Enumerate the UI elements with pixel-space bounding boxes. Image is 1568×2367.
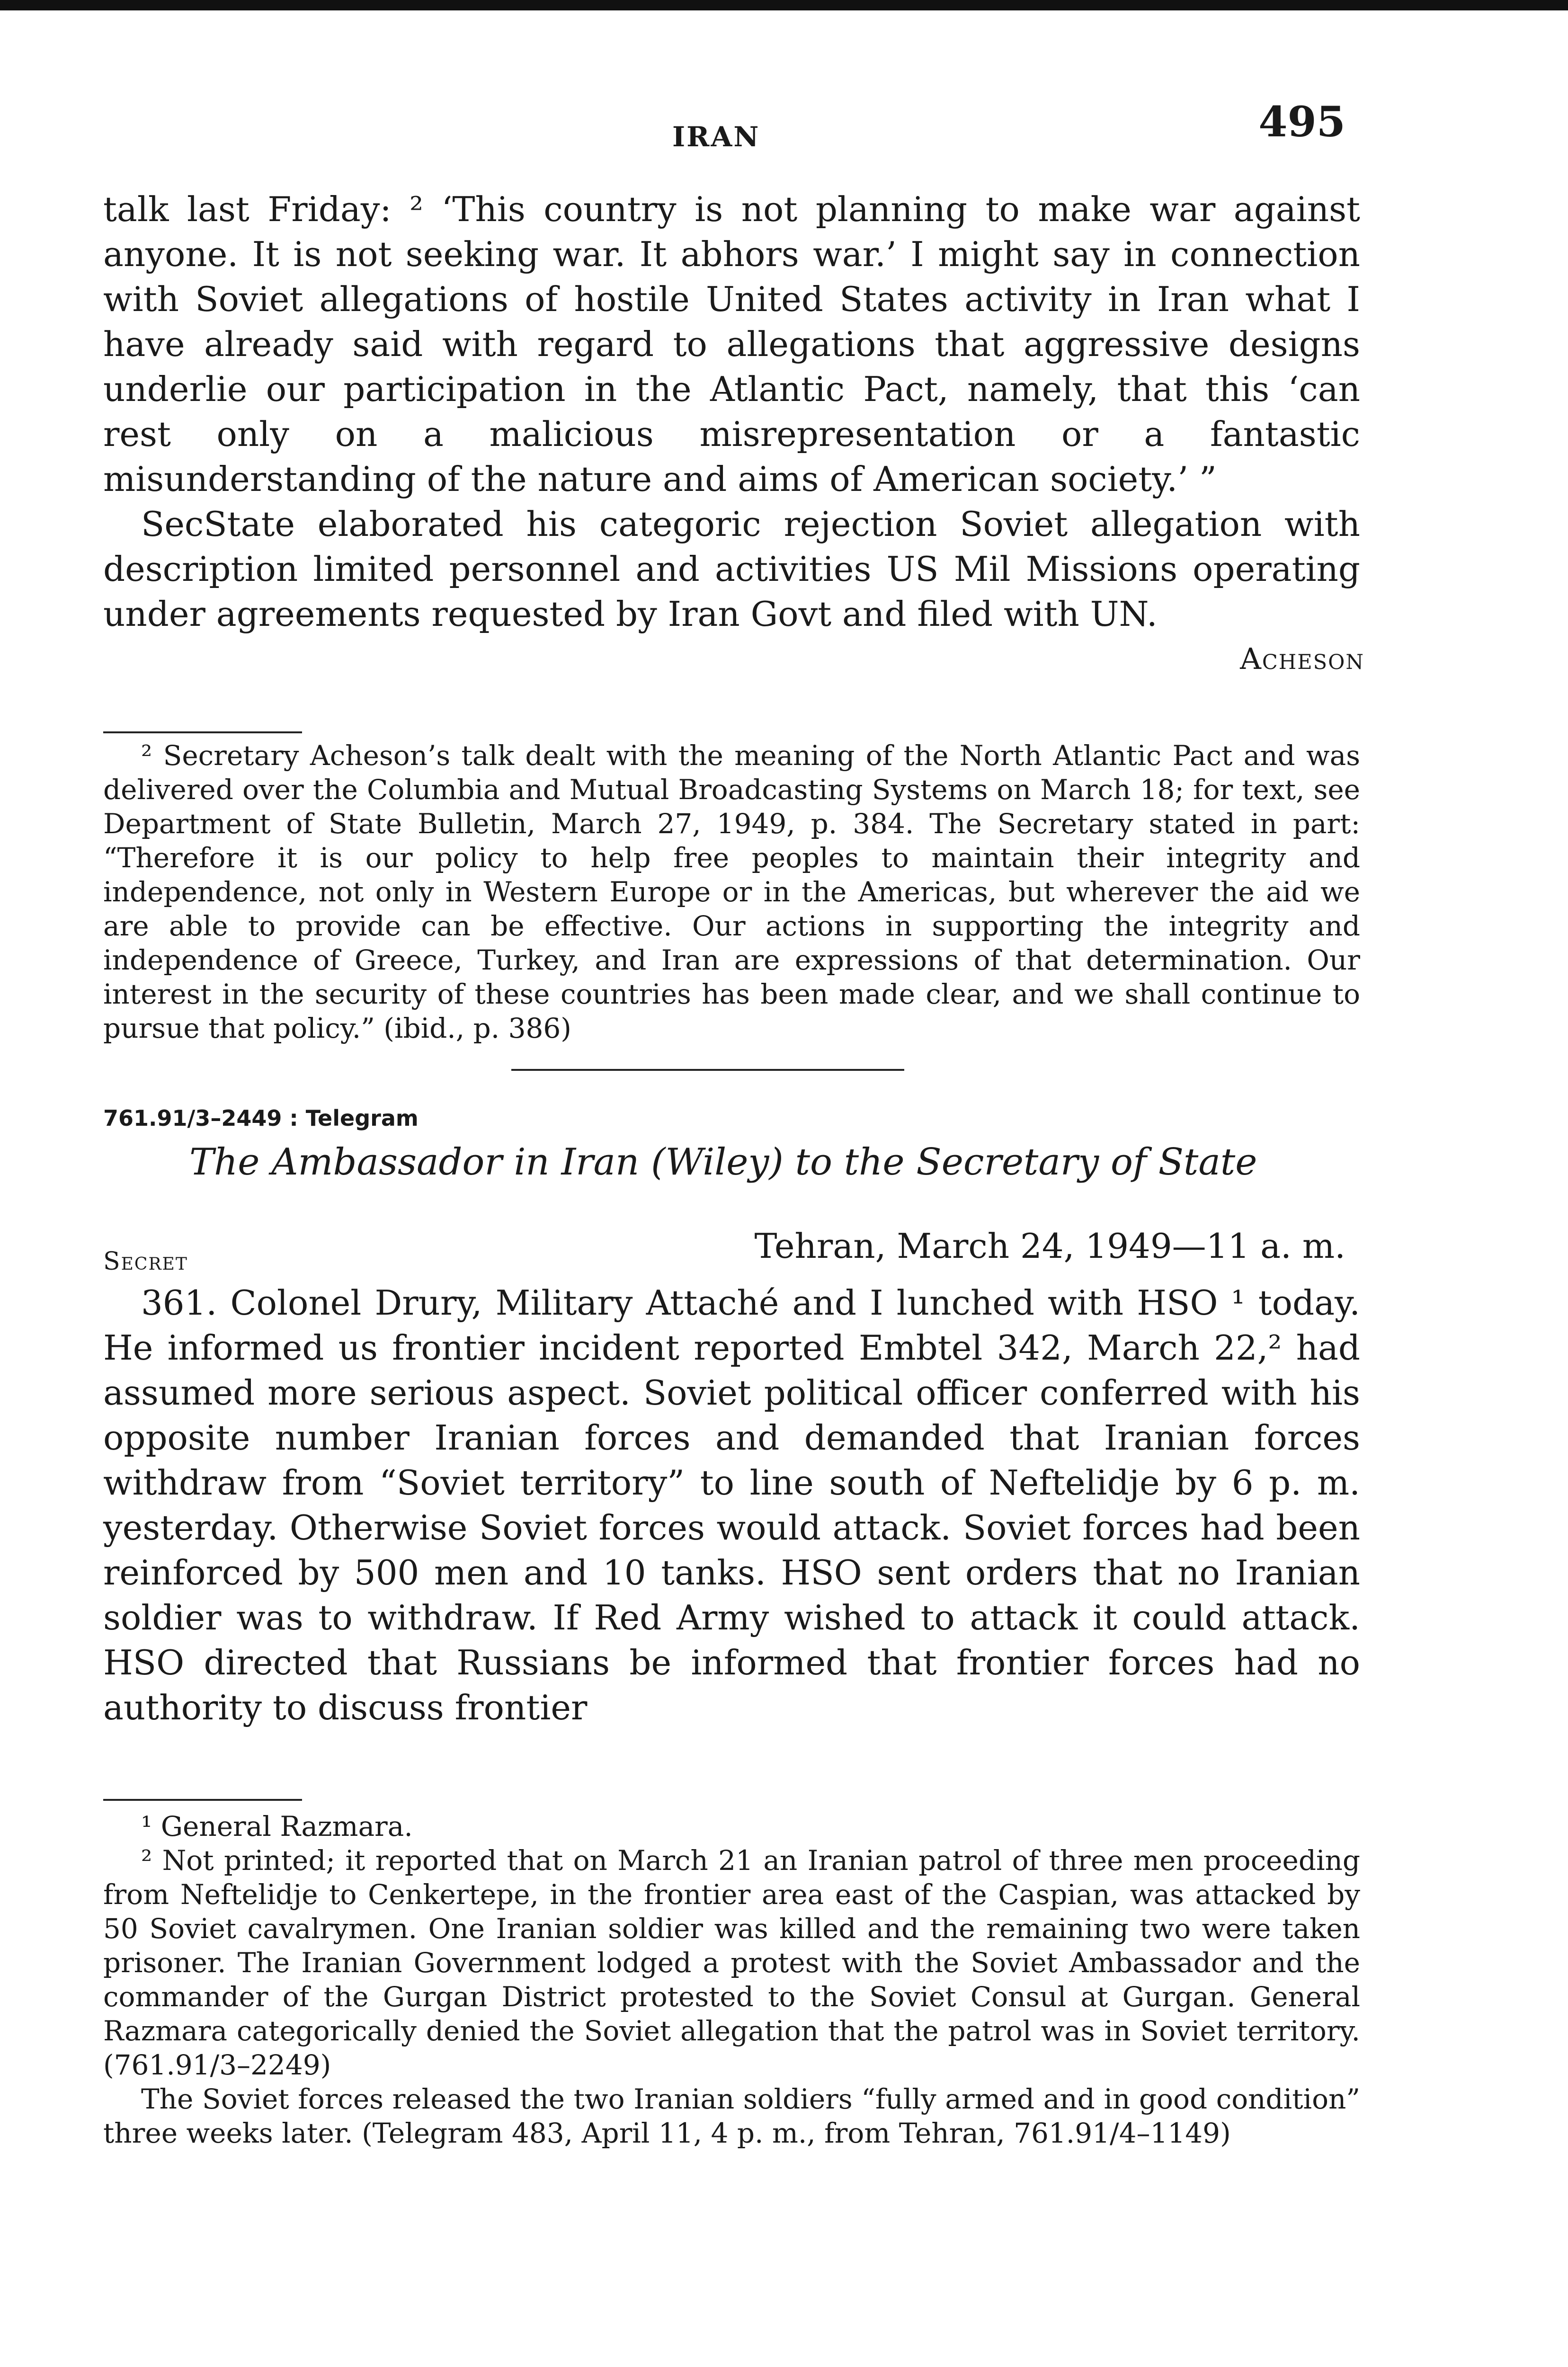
footnote-2-continuation: The Soviet forces released the two Iranian soldiers “fully armed and in good condition” three weeks later. (Telegram 483, April 11, 4 p. m., from Tehran, 761.91/4–1149) (103, 2083, 1360, 2149)
document-separator (511, 1069, 904, 1071)
signature-acheson: Acheson (1240, 641, 1364, 676)
footnote-2-not-printed: ² Not printed; it reported that on March 21 an Iranian patrol of three men proceeding from Neftelidje to Cenkertepe, in the frontier area east of the Caspian, was attacked by 50 Soviet cavalrymen. One Iranian soldier was killed and the remaining two were taken prisoner. The Iranian Government lodged a protest with the Soviet Ambassador and the commander of the Gurgan District protested to the Soviet Consul at Gurgan. General Razmara categorically denied the Soviet allegation that the patrol was in Soviet territory. (761.91/3–2249) (103, 1844, 1360, 2081)
footnote-2-acheson-talk: ² Secretary Acheson’s talk dealt with the meaning of the North Atlantic Pact and was delivered over the Columbia and Mutual Broadcasting Systems on March 18; for text, see Department of State Bulletin, March 27, 1949, p. 384. The Secretary stated in part: “Therefore it is our policy to help free peoples to maintain their integrity and independence, not only in Western Europe or in the Americas, but wherever the aid we are able to provide can be effective. Our actions in supporting the integrity and independence of Greece, Turkey, and Iran are expressions of that determination. Our interest in the security of these countries has been made clear, and we shall continue to pursue that policy.” (ibid., p. 386) (103, 739, 1360, 1044)
footnote-separator-top (103, 731, 302, 733)
scan-top-border (0, 0, 1568, 10)
telegram-body: 361. Colonel Drury, Military Attaché and I lunched with HSO ¹ today. He informed us frontier incident reported Embtel 342, March 22,² had assumed more serious aspect. Soviet political officer conferred with his opposite number Iranian forces and demanded that Iranian forces withdraw from “Soviet territory” to line south of Neftelidje by 6 p. m. yesterday. Otherwise Soviet forces would attack. Soviet forces had been reinforced by 500 men and 10 tanks. HSO sent orders that no Iranian soldier was to withdraw. If Red Army wished to attack it could attack. HSO directed that Russians be informed that frontier forces had no authority to discuss frontier (103, 1283, 1360, 1727)
page-number: 495 (1258, 97, 1345, 146)
running-title: IRAN (672, 121, 760, 153)
dateline: Tehran, March 24, 1949—11 a. m. (754, 1226, 1345, 1266)
document-file-id: 761.91/3–2449 : Telegram (103, 1105, 419, 1131)
footnote-1-razmara: ¹ General Razmara. (141, 1810, 413, 1842)
footnote-separator-bottom (103, 1799, 302, 1801)
document-title: The Ambassador in Iran (Wiley) to the Secretary of State (189, 1141, 1257, 1184)
classification-label: Secret (103, 1247, 188, 1276)
secstate-paragraph: SecState elaborated his categoric rejection Soviet allegation with description limited personnel and activities US Mil Missions operating under agreements requested by Iran Govt and filed with UN. (103, 504, 1360, 634)
quoted-statement: talk last Friday: ² ‘This country is not planning to make war against anyone. It is not seeking war. It abhors war.’ I might say in connection with Soviet allegations of hostile United States activity in Iran what I have already said with regard to allegations that aggressive designs underlie our participation in the Atlantic Pact, namely, that this ‘can rest only on a malicious misrepresentation or a fantastic misunderstanding of the nature and aims of American society.’ ” (103, 189, 1360, 499)
